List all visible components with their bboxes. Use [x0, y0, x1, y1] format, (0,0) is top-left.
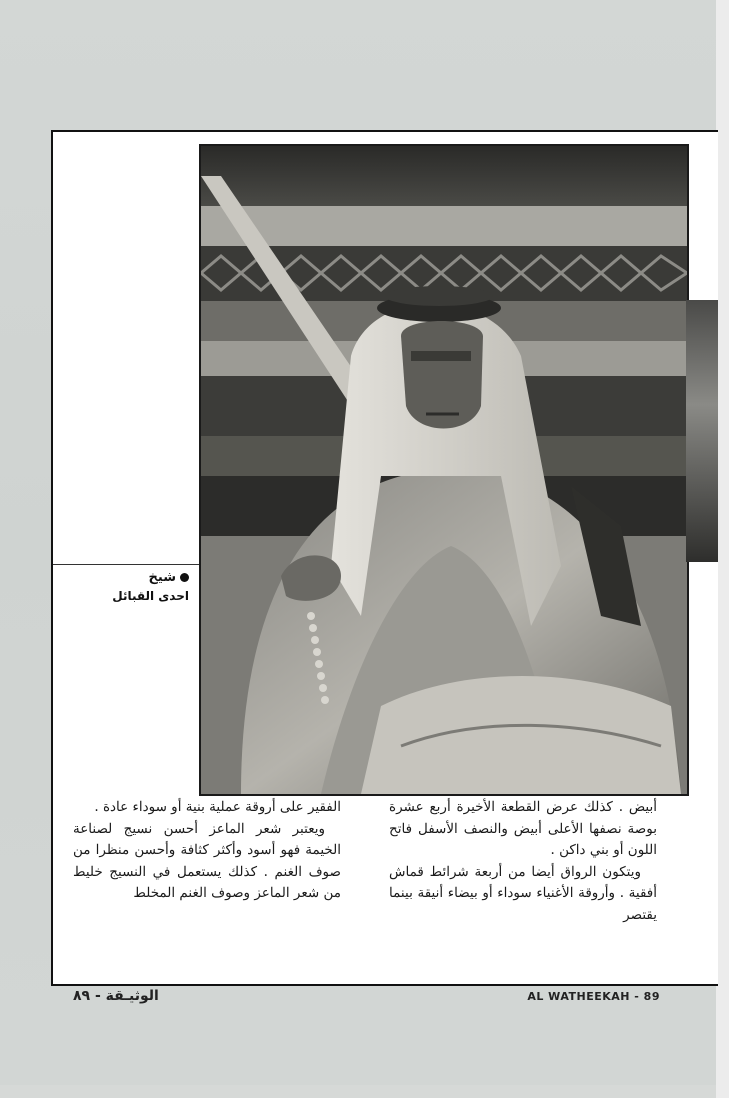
sheikh-photo-image	[201, 146, 687, 794]
adjacent-photo-edge	[686, 300, 718, 562]
footer-arabic-title: الوثيـقة - ٨٩	[73, 988, 159, 1004]
photo-caption	[59, 570, 189, 603]
footer-english-title: AL WATHEEKAH - 89	[527, 990, 660, 1003]
text-column-left	[73, 797, 341, 905]
sheikh-photo	[199, 144, 689, 796]
paragraph: ويعتبر شعر الماعز أحسن نسيج لصناعة الخيمة فهو أسود وأكثر كثافة وأحسن منظرا من صوف الغنم . كذلك يستعمل في النسيج خليط من شعر الماعز وصوف الغنم المخلط	[73, 820, 341, 901]
text-column-right	[389, 797, 657, 926]
paragraph: ويتكون الرواق أيضا من أربعة شرائط قماش أفقية . وأروقة الأغنياء سوداء أو بيضاء أنيقة بينما يقتصر	[389, 863, 657, 923]
magazine-page	[51, 130, 718, 986]
paragraph: الفقير على أروقة عملية بنية أو سوداء عادة .	[94, 799, 341, 815]
caption-divider	[53, 564, 199, 565]
caption-title	[59, 570, 189, 585]
caption-title-text: شيخ	[148, 570, 176, 585]
caption-subtitle: احدى القبائل	[112, 589, 189, 603]
bullet-icon	[180, 573, 189, 582]
paragraph: أبيض . كذلك عرض القطعة الأخيرة أربع عشرة بوصة نصفها الأعلى أبيض والنصف الأسفل فاتح اللون أو بني داكن .	[389, 799, 657, 858]
page-footer	[51, 986, 716, 1008]
